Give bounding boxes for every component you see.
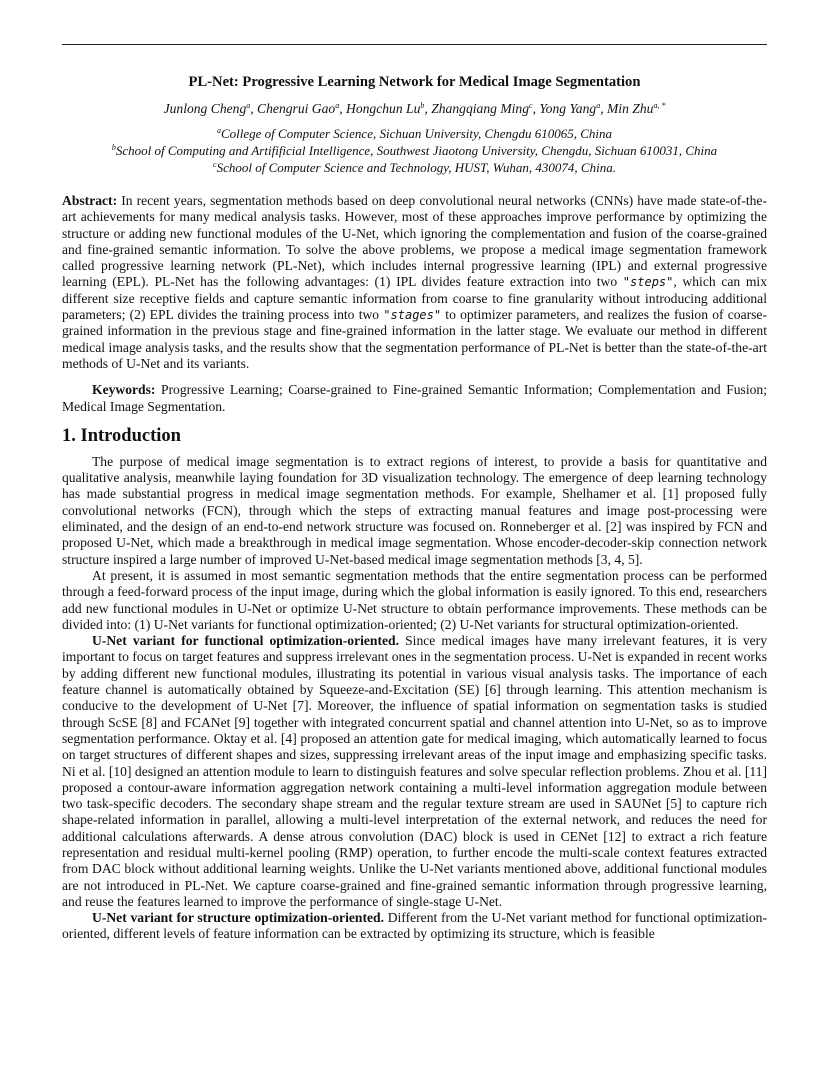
intro-paragraph: At present, it is assumed in most semantic segmentation methods that the entire segmentation process can be performed through a feed-forward process of the input image, during which the global information is easily ignored. To this end, researchers add new functional modules in U-Net or optimize U-Net structure to obtain performance improvements. These methods can be divided into: (1) U-Net variants for functional optimization-oriented; (2) U-Net variants for structural optimization-oriented.: [62, 567, 767, 632]
paragraph-text: Since medical images have many irrelevant features, it is very important to focus on target features and suppress irrelevant ones in the segmentation process. U-Net is expanded in recent works by adding different new functional modules, illustrating its potential in various visual analysis tasks. The importance of each feature channel is automatically obtained by Squeeze-and-Excitation (SE) [6] through learning. This attention mechanism is conducive to the development of U-Net [7]. Moreover, the influence of spatial information on segmentation tasks is studied through ScSE [8] and FCANet [9] together with integrated concurrent spatial and channel attention into U-Net, so as to improve segmentation performance. Oktay et al. [4] proposed an attention gate for medical imaging, which automatically learned to focus on target structures of different shapes and sizes, suppressing irrelevant areas of the input image and emphasizing specific tasks. Ni et al. [10] designed an attention module to learn to distinguish features and solve specular reflection problems. Zhou et al. [11] proposed a contour-aware information aggregation network containing a multi-level information aggregation module between two task-specific decoders. The secondary shape stream and the regular texture stream are used in SAUNet [5] to capture rich shape-related information in parallel, allowing a multi-level interpretation of the external network, and reduces the need for additional calculations afterwards. A dense atrous convolution (DAC) block is used in CENet [12] to extract a rich feature representation and residual multi-kernel pooling (RMP) operation, to further encode the multi-scale context features extracted from DAC block without additional learning weights. Unlike the U-Net variants mentioned above, additional functional modules are not introduced in PL-Net. We capture coarse-grained and fine-grained semantic information through progressive learning, and reuse the features learned to improve the performance of single-stage U-Net.: [62, 633, 767, 909]
paper-body: [62, 72, 767, 943]
section-heading: 1. Introduction: [62, 425, 181, 446]
intro-paragraph: The purpose of medical image segmentation is to extract regions of interest, to provide a basis for quantitative and qualitative analysis, meanwhile laying foundation for 3D visualization technology. The emergence of deep learning technology has made substantial progress in medical image segmentation methods. For example, Shelhamer et al. [1] proposed fully convolutional networks (FCN), through which the steps of extracting manual features and image post-processing were eliminated, and the design of an end-to-end network structure was focused on. Ronneberger et al. [2] was inspired by FCN and proposed U-Net, which made a breakthrough in medical image segmentation. Whose encoder-decoder-skip connection network structure inspired a large number of improved U-Net-based medical image segmentation methods [3, 4, 5].: [62, 453, 767, 567]
keywords-label: Keywords:: [92, 382, 156, 398]
author-sup: a: [335, 101, 340, 110]
author-list: [62, 99, 767, 118]
author-sup: b: [420, 101, 425, 110]
affiliation-list: [62, 125, 767, 176]
intro-paragraph: [62, 633, 767, 910]
paragraph-lead: U-Net variant for structure optimization-oriented.: [92, 910, 384, 926]
author-name: Min Zhu: [606, 101, 654, 116]
abstract-label: Abstract:: [62, 193, 118, 208]
affiliation-text: School of Computer Science and Technology, HUST, Wuhan, 430074, China.: [216, 160, 616, 175]
author-separator: ,: [339, 101, 347, 116]
author-separator: ,: [532, 101, 540, 116]
author-sup: a, *: [653, 101, 666, 110]
paragraph-lead: U-Net variant for functional optimization-oriented.: [92, 633, 399, 649]
affiliation-sup: c: [213, 160, 217, 169]
paragraph-text: Different from the U-Net variant method for functional optimization-oriented, different levels of feature information can be extracted by optimizing its structure, which is feasible: [62, 910, 767, 942]
affiliation-text: School of Computing and Artifificial Intelligence, Southwest Jiaotong University, Chengdu, Sichuan 610031, China: [115, 143, 718, 158]
author-separator: ,: [250, 101, 258, 116]
affiliation: [62, 142, 767, 159]
abstract: [62, 193, 767, 372]
paper-title: PL-Net: Progressive Learning Network for Medical Image Segmentation: [188, 74, 641, 90]
affiliation-text: College of Computer Science, Sichuan University, Chengdu 610065, China: [220, 126, 613, 141]
abstract-code: "stages": [383, 308, 442, 323]
author-sup: a: [596, 101, 601, 110]
author-separator: ,: [424, 101, 432, 116]
keywords: [62, 382, 767, 415]
author-sup: c: [529, 101, 533, 110]
abstract-text: In recent years, segmentation methods based on deep convolutional neural networks (CNNs) have made state-of-the-art achievements for many medical analysis tasks. However, most of these approaches improve performance by optimizing the structure or adding new functional modules of the U-Net, which ignoring the complementation and fusion of the coarse-grained and fine-grained semantic information. To solve the above problems, we propose a medical image segmentation framework called progressive learning network (PL-Net), which includes internal progressive learning (IPL) and external progressive learning (EPL). PL-Net has the following advantages: (1) IPL divides feature extraction into two: [62, 193, 767, 290]
author-sup: a: [246, 101, 251, 110]
author-separator: ,: [600, 101, 607, 116]
author-name: Zhangqiang Ming: [431, 101, 530, 116]
abstract-text: to optimizer parameters, and realizes the fusion of coarse-grained information in the previous stage and fine-grained information in the latter stage. We evaluate our method in different medical image analysis tasks, and the results show that the segmentation performance of PL-Net is better than the state-of-the-art methods of U-Net and its variants.: [62, 307, 767, 371]
abstract-text: , which can mix different size receptive fields and capture semantic information from coarse to fine granularity without introducing additional parameters; (2) EPL divides the training process into two: [62, 274, 767, 323]
author-name: Yong Yang: [539, 101, 597, 116]
affiliation-sup: b: [111, 143, 116, 152]
abstract-code: "steps": [622, 275, 674, 290]
intro-paragraph: [62, 910, 767, 943]
affiliation: [62, 125, 767, 142]
keywords-text: Progressive Learning; Coarse-grained to Fine-grained Semantic Information; Complementation and Fusion; Medical Image Segmentation.: [62, 382, 767, 414]
author-name: Chengrui Gao: [257, 101, 336, 116]
author-name: Hongchun Lu: [346, 101, 421, 116]
affiliation-sup: a: [216, 126, 221, 135]
header-rule: [62, 44, 767, 45]
affiliation: [62, 159, 767, 176]
author-name: Junlong Cheng: [163, 101, 247, 116]
